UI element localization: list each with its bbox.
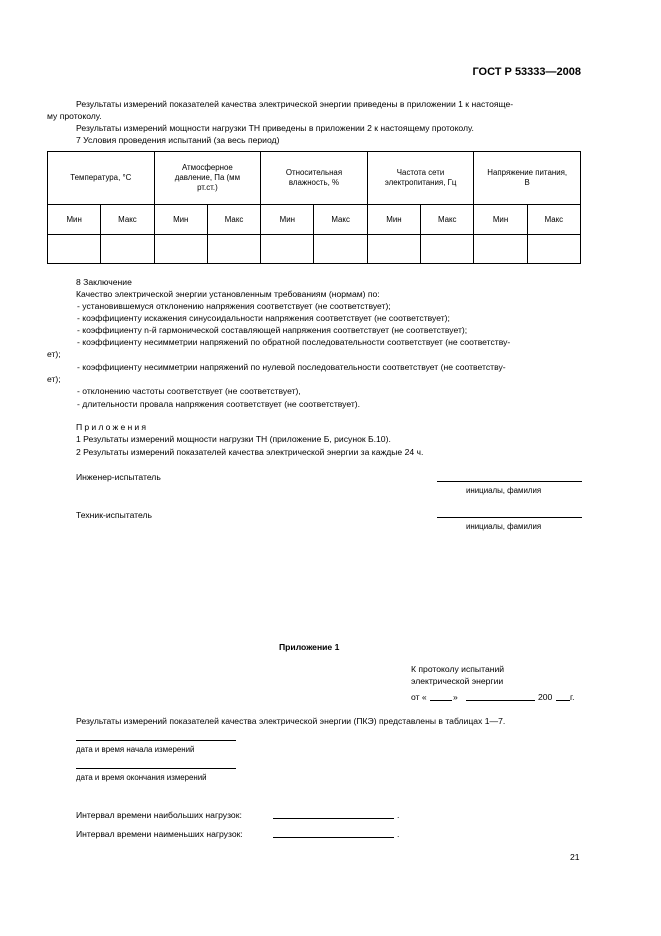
annex-1-title: Приложение 1 (279, 642, 340, 652)
annex-date-prefix: от « (411, 692, 427, 702)
technician-signature-caption: инициалы, фамилия (466, 522, 542, 531)
test-conditions-table (47, 151, 581, 264)
value-cell-voltage-min (474, 235, 527, 264)
appendices-heading: Приложения (76, 422, 149, 432)
start-datetime-line (76, 740, 236, 741)
annex-date-day-line (430, 700, 452, 701)
engineer-signature-line (437, 481, 582, 482)
max-load-period: . (397, 810, 400, 820)
max-label-temperature: Макс (101, 205, 154, 235)
value-cell-humidity-min (261, 235, 314, 264)
min-label-temperature: Мин (48, 205, 101, 235)
document-standard-header: ГОСТ Р 53333—2008 (472, 66, 581, 78)
conclusion-item: - коэффициенту несимметрии напряжений по обратной последовательности соответствует (не соответству- (77, 337, 511, 347)
value-cell-pressure-max (207, 235, 260, 264)
min-label-voltage: Мин (474, 205, 527, 235)
max-label-pressure: Макс (207, 205, 260, 235)
max-label-frequency: Макс (421, 205, 474, 235)
max-load-interval-label: Интервал времени наибольших нагрузок: (76, 810, 242, 820)
column-header-temperature: Температура, °С (48, 152, 155, 205)
annex-ref-line-1: К протоколу испытаний (411, 664, 505, 674)
conclusion-item-continuation: ет); (47, 349, 61, 359)
value-cell-voltage-max (527, 235, 580, 264)
conclusion-lead: Качество электрической энергии установленным требованиям (нормам) по: (76, 289, 380, 299)
section-8-heading: 8 Заключение (76, 277, 132, 287)
conclusion-item: - длительности провала напряжения соответствует (не соответствует). (77, 399, 361, 409)
min-load-interval-line (273, 837, 394, 838)
appendix-item: 2 Результаты измерений показателей качества электрической энергии за каждые 24 ч. (76, 447, 424, 457)
page-number: 21 (570, 852, 580, 862)
annex-ref-line-2: электрической энергии (411, 676, 504, 686)
end-datetime-caption: дата и время окончания измерений (76, 773, 207, 782)
min-load-interval-label: Интервал времени наименьших нагрузок: (76, 829, 243, 839)
annex-date-mid: » (453, 692, 458, 702)
min-label-frequency: Мин (367, 205, 420, 235)
intro-paragraph-1-line-2: му протоколу. (47, 111, 102, 121)
max-load-interval-line (273, 818, 394, 819)
engineer-signature-caption: инициалы, фамилия (466, 486, 542, 495)
value-cell-humidity-max (314, 235, 367, 264)
technician-signature-line (437, 517, 582, 518)
intro-paragraph-1-line-1: Результаты измерений показателей качества электрической энергии приведены в приложении 1 к настояще- (76, 99, 514, 109)
value-cell-frequency-min (367, 235, 420, 264)
conclusion-item: - установившемуся отклонению напряжения соответствует (не соответствует); (77, 301, 391, 311)
end-datetime-line (76, 768, 236, 769)
engineer-role-label: Инженер-испытатель (76, 472, 161, 482)
column-header-pressure: Атмосферное давление, Па (мм рт.ст.) (154, 152, 261, 205)
annex-date-suffix: г. (570, 692, 575, 702)
value-cell-frequency-max (421, 235, 474, 264)
column-header-frequency: Частота сети электропитания, Гц (367, 152, 474, 205)
conclusion-item: - коэффициенту искажения синусоидальности напряжения соответствует (не соответствует); (77, 313, 450, 323)
min-load-period: . (397, 829, 400, 839)
min-label-humidity: Мин (261, 205, 314, 235)
conclusion-item: - коэффициенту n-й гармонической составляющей напряжения соответствует (не соответствует); (77, 325, 468, 335)
conclusion-item: - коэффициенту несимметрии напряжений по нулевой последовательности соответствует (не соответству- (77, 362, 506, 372)
value-cell-pressure-min (154, 235, 207, 264)
annex-results-text: Результаты измерений показателей качества электрической энергии (ПКЭ) представлены в таблицах 1—7. (76, 716, 506, 726)
annex-date-year: 200 (538, 692, 553, 702)
intro-paragraph-2: Результаты измерений мощности нагрузки ТН приведены в приложении 2 к настоящему протоколу. (76, 123, 474, 133)
min-label-pressure: Мин (154, 205, 207, 235)
conclusion-item-continuation: ет); (47, 374, 61, 384)
column-header-humidity: Относительная влажность, % (261, 152, 368, 205)
appendix-item: 1 Результаты измерений мощности нагрузки ТН (приложение Б, рисунок Б.10). (76, 434, 391, 444)
max-label-humidity: Макс (314, 205, 367, 235)
max-label-voltage: Макс (527, 205, 580, 235)
start-datetime-caption: дата и время начала измерений (76, 745, 195, 754)
annex-date-year-line (556, 700, 570, 701)
value-cell-temperature-max (101, 235, 154, 264)
annex-date-month-line (466, 700, 535, 701)
section-7-heading: 7 Условия проведения испытаний (за весь период) (76, 135, 280, 145)
value-cell-temperature-min (48, 235, 101, 264)
column-header-voltage: Напряжение питания, В (474, 152, 581, 205)
technician-role-label: Техник-испытатель (76, 510, 153, 520)
conclusion-item: - отклонению частоты соответствует (не соответствует), (77, 386, 301, 396)
